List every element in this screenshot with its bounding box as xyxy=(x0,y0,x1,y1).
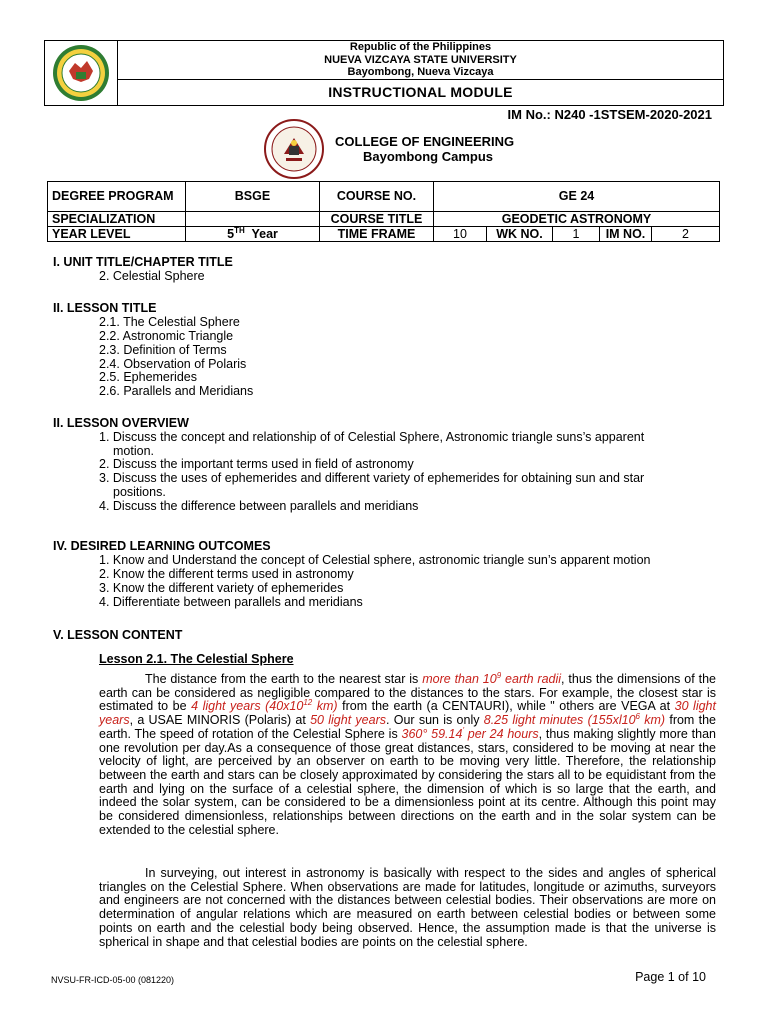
p1-highlight-text: per 24 hours xyxy=(463,726,539,741)
degree-program-label: DEGREE PROGRAM xyxy=(48,182,186,212)
p1-highlight xyxy=(191,699,338,713)
overview-item: 4. Discuss the difference between parallels and meridians xyxy=(99,499,419,513)
p1-highlight: 30 light years xyxy=(99,699,716,728)
p1-text: from the earth (a CENTAURI), while " others are VEGA at xyxy=(337,699,675,714)
year-number: 5 xyxy=(227,226,235,241)
im-number: IM No.: N240 -1STSEM-2020-2021 xyxy=(507,107,712,122)
overview-item-continued: positions. xyxy=(113,485,166,499)
lesson-overview-heading: II. LESSON OVERVIEW xyxy=(53,416,189,430)
course-info-table xyxy=(47,181,720,242)
module-title: INSTRUCTIONAL MODULE xyxy=(328,84,513,100)
year-level-value xyxy=(186,227,320,242)
p1-text: , a USAE MINORIS (Polaris) at xyxy=(129,713,311,728)
wk-no-label: WK NO. xyxy=(487,227,553,242)
p1-highlight-sup: ' xyxy=(462,725,464,735)
paragraph-surveying-interest: In surveying, out interest in astronomy is basically with respect to the sides and angles of spherical triangles on the Celestial Sphere. When observations are made for latitudes, longitude or azimuths, surveyors and engineers are not concerned with the distances between celestial bodies. Their observations are more on determination of angular relations which are measured on earth between celestial bodies or between some points on earth and the celestial body being observed. Hence, the assumption made is that the universe is spherical in shape and that celestial bodies are points on the celestial sphere. xyxy=(99,866,716,949)
lesson-item: 2.1. The Celestial Sphere xyxy=(99,315,240,329)
nvsu-seal-icon xyxy=(45,41,117,105)
university-location: Bayombong, Nueva Vizcaya xyxy=(347,66,494,78)
college-block xyxy=(335,134,514,164)
lesson-item: 2.4. Observation of Polaris xyxy=(99,357,247,371)
p1-text: . Our sun is only xyxy=(386,713,484,728)
p1-highlight-sup: 9 xyxy=(496,670,502,680)
overview-item: 3. Discuss the uses of ephemerides and different variety of ephemerides for obtaining sun and star xyxy=(99,471,645,485)
document-header xyxy=(44,40,724,106)
p1-highlight-text: 8.25 light minutes (155xl10 xyxy=(483,713,636,728)
outcome-item: 1. Know and Understand the concept of Celestial sphere, astronomic triangle sun’s apparent motion xyxy=(99,553,651,567)
overview-item: 1. Discuss the concept and relationship of of Celestial Sphere, Astronomic triangle suns’s apparent xyxy=(99,430,645,444)
outcome-item: 2. Know the different terms used in astronomy xyxy=(99,567,354,581)
lesson-title-heading: II. LESSON TITLE xyxy=(53,301,157,315)
degree-program-value: BSGE xyxy=(186,182,320,212)
college-campus: Bayombong Campus xyxy=(363,149,494,164)
college-of-engineering-seal-icon xyxy=(258,118,330,180)
outcome-item: 4. Differentiate between parallels and meridians xyxy=(99,595,363,609)
year-ordinal-suffix: TH xyxy=(234,225,245,235)
p1-text: The distance from the earth to the nearest star is xyxy=(145,672,423,686)
course-title-label: COURSE TITLE xyxy=(320,212,434,227)
p1-highlight xyxy=(422,672,561,686)
header-logo-cell xyxy=(45,41,118,105)
p1-highlight-text: earth radii xyxy=(501,672,562,686)
p1-text: , thus making slightly more than one revolution per day.As a consequence of those great distances, stars, considered to be moving at near the velocity of light, are perceived by an observer on earth to be moving very little. Therefore, the relationship between the earth and stars can be closely approximated by considering the stars all to be equidistant from the earth and lying on the surface of a celestial sphere, the dimension of which is so large that the earth, and indeed the solar system, can be considered to be a dimensionless point at its centre. Although this point may be considered dimensionless, relationships between directions on the earth and in the solar system can be extended to the celestial sphere. xyxy=(99,726,717,837)
header-institution xyxy=(118,41,723,80)
overview-item-continued: motion. xyxy=(113,444,154,458)
im-no-label: IM NO. xyxy=(600,227,652,242)
p1-highlight: 50 light years xyxy=(310,713,386,728)
lesson-item: 2.5. Ephemerides xyxy=(99,370,197,384)
form-code: NVSU-FR-ICD-05-00 (081220) xyxy=(51,975,175,985)
specialization-label: SPECIALIZATION xyxy=(48,212,186,227)
p1-text: from the earth. The speed of rotation of the Celestial Sphere is xyxy=(99,713,716,741)
university-name: NUEVA VIZCAYA STATE UNIVERSITY xyxy=(324,53,517,66)
specialization-value xyxy=(186,212,320,227)
republic-line: Republic of the Philippines xyxy=(349,41,492,53)
p1-text: , thus the dimensions of the earth can be considered as negligible compared to the distances to the stars. For example, the closest star is estimated to be xyxy=(99,672,716,714)
paragraph-celestial-distances xyxy=(99,670,717,837)
year-word: Year xyxy=(251,226,278,241)
p1-highlight-text: 4 light years (40x10 xyxy=(191,699,304,714)
college-name: COLLEGE OF ENGINEERING xyxy=(335,134,515,149)
im-no-value: 2 xyxy=(652,227,720,242)
wk-no-value: 1 xyxy=(553,227,600,242)
course-no-label: COURSE NO. xyxy=(320,182,434,212)
unit-title-heading: I. UNIT TITLE/CHAPTER TITLE xyxy=(53,255,233,269)
lesson-item: 2.2. Astronomic Triangle xyxy=(99,329,234,343)
p1-highlight-text: more than 10 xyxy=(422,672,497,686)
p1-highlight-text: 360° 59.14 xyxy=(401,726,463,741)
time-frame-label: TIME FRAME xyxy=(320,227,434,242)
p1-highlight-text: km) xyxy=(312,699,338,714)
p1-highlight-sup: 12 xyxy=(303,698,313,708)
overview-item: 2. Discuss the important terms used in field of astronomy xyxy=(99,457,414,471)
page-number: Page 1 of 10 xyxy=(635,970,706,984)
lesson-item: 2.6. Parallels and Meridians xyxy=(99,384,254,398)
course-no-value: GE 24 xyxy=(434,182,720,212)
course-title-value: GEODETIC ASTRONOMY xyxy=(434,212,720,227)
year-level-label: YEAR LEVEL xyxy=(48,227,186,242)
time-frame-value: 10 xyxy=(434,227,487,242)
p1-highlight-text: km) xyxy=(639,713,666,728)
lesson-content-heading: V. LESSON CONTENT xyxy=(53,628,183,642)
outcome-item: 3. Know the different variety of ephemerides xyxy=(99,581,344,595)
p1-highlight-sup: 6 xyxy=(635,711,640,721)
unit-title-item: 2. Celestial Sphere xyxy=(99,269,205,283)
learning-outcomes-heading: IV. DESIRED LEARNING OUTCOMES xyxy=(53,539,271,553)
p1-highlight xyxy=(402,727,539,741)
lesson-2-1-title: Lesson 2.1. The Celestial Sphere xyxy=(99,652,294,666)
p1-highlight xyxy=(484,713,665,727)
lesson-item: 2.3. Definition of Terms xyxy=(99,343,227,357)
